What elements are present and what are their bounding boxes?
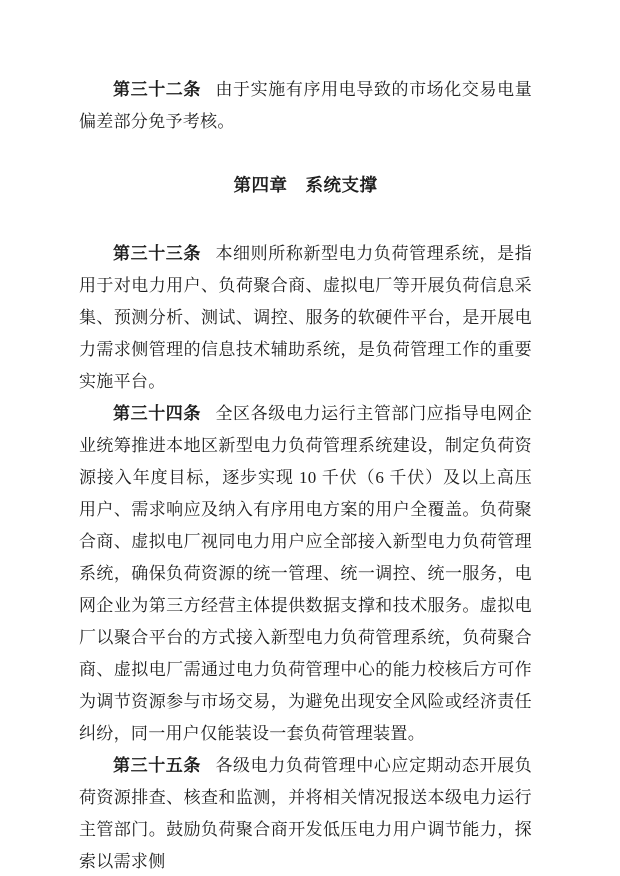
article-32-text: 由于实施有序用电导致的市场化交易电量偏差部分免予考核。	[79, 80, 532, 131]
article-35-label: 第三十五条	[113, 756, 202, 775]
chapter-4-heading: 第四章 系统支撑	[233, 175, 378, 195]
article-35-text: 各级电力负荷管理中心应定期动态开展负荷资源排查、核查和监测，并将相关情况报送本级电力运行主管部门。鼓励负荷聚合商开发低压电力用户调节能力，探索以需求侧	[79, 756, 532, 871]
article-34-label: 第三十四条	[113, 404, 202, 423]
article-35-paragraph	[79, 750, 532, 876]
article-32-label: 第三十二条	[113, 80, 202, 99]
article-33-label: 第三十三条	[113, 244, 202, 263]
article-33-text: 本细则所称新型电力负荷管理系统，是指用于对电力用户、负荷聚合商、虚拟电厂等开展负荷信息采集、预测分析、测试、调控、服务的软硬件平台，是开展电力需求侧管理的信息技术辅助系统，是负荷管理工作的重要实施平台。	[79, 244, 532, 391]
article-33-paragraph	[79, 238, 532, 398]
article-34-paragraph	[79, 398, 532, 750]
article-32-paragraph	[79, 74, 532, 138]
article-34-text: 全区各级电力运行主管部门应指导电网企业统筹推进本地区新型电力负荷管理系统建设，制定负荷资源接入年度目标，逐步实现 10 千伏（6 千伏）及以上高压用户、需求响应及纳入有序用电方案的用户全覆盖。负荷聚合商、虚拟电厂视同电力用户应全部接入新型电力负荷管理系统，确保负荷资源的统一管理、统一调控、统一服务，电网企业为第三方经营主体提供数据支撑和技术服务。虚拟电厂以聚合平台的方式接入新型电力负荷管理系统，负荷聚合商、虚拟电厂需通过电力负荷管理中心的能力校核后方可作为调节资源参与市场交易，为避免出现安全风险或经济责任纠纷，同一用户仅能装设一套负荷管理装置。	[79, 404, 532, 743]
